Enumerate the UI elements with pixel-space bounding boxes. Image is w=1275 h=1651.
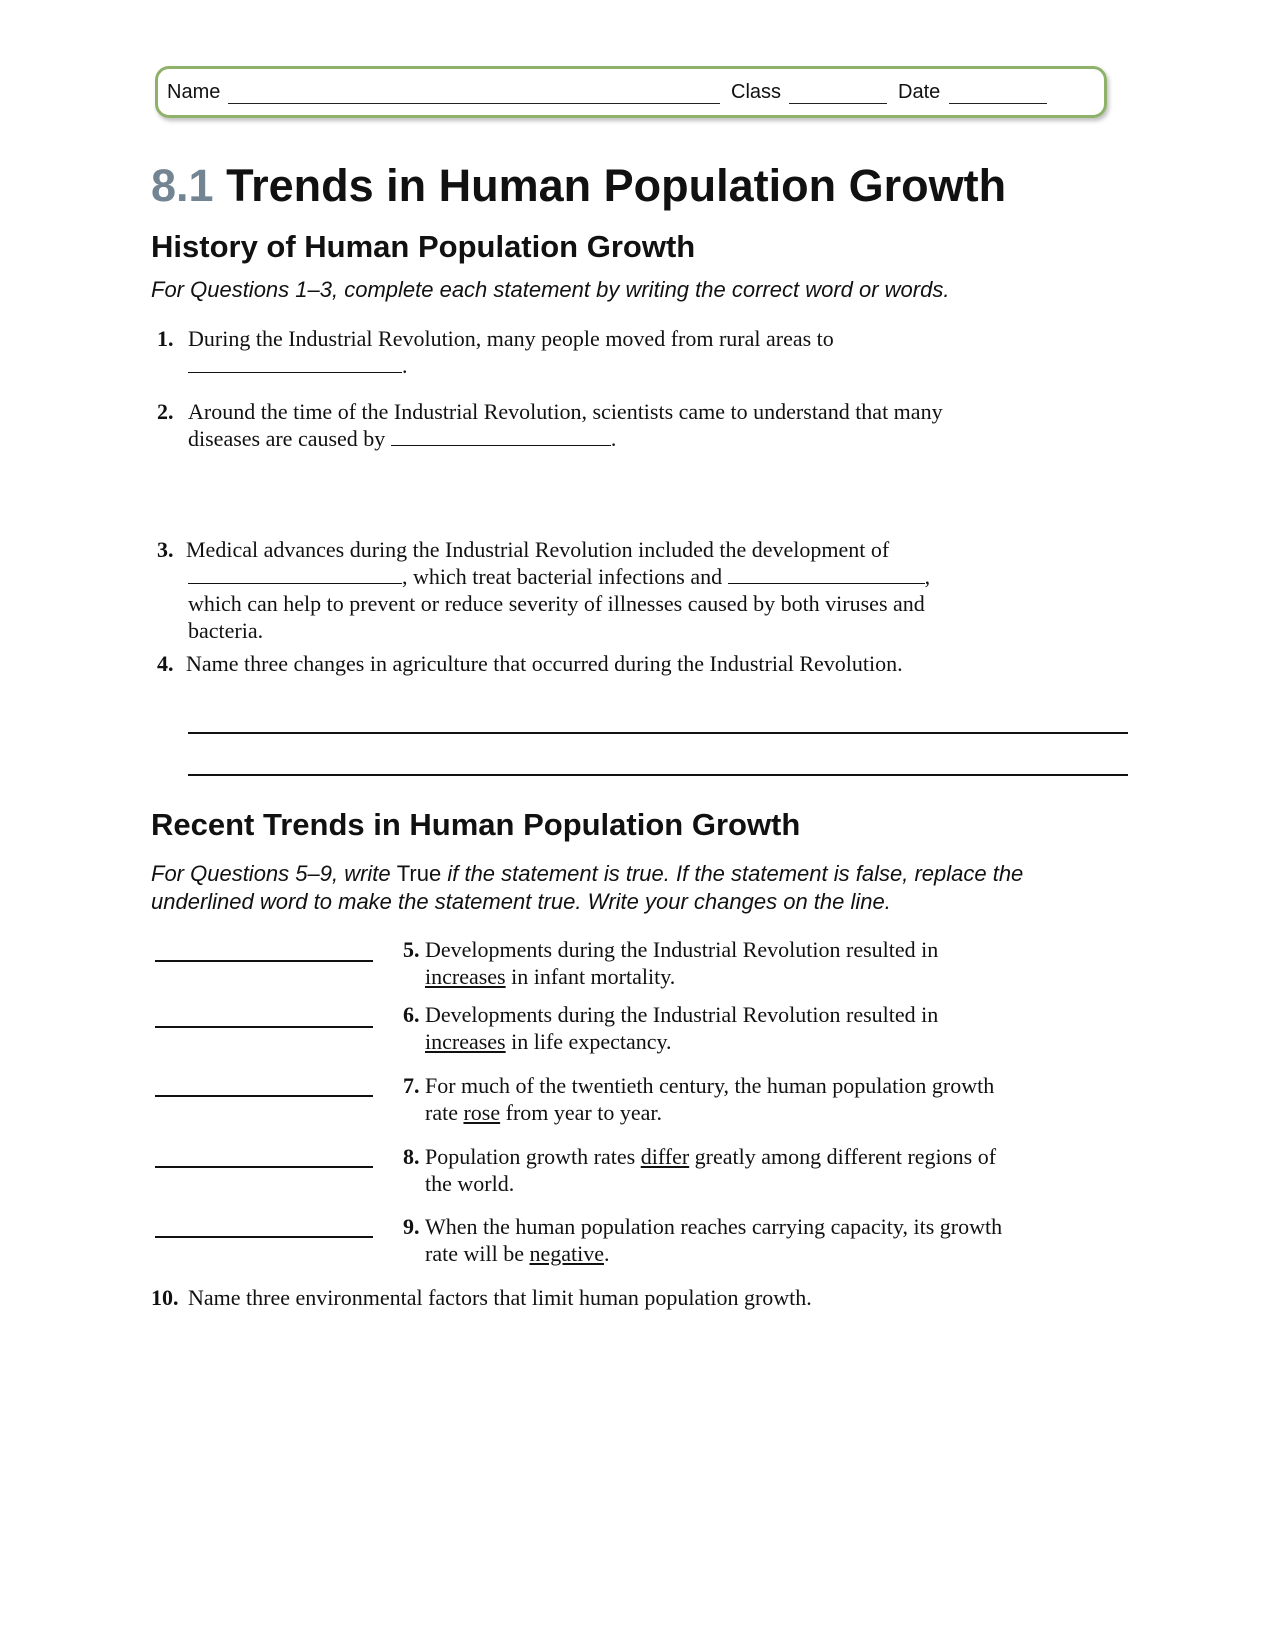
underlined-word: negative — [529, 1241, 604, 1266]
question-text: from year to year. — [505, 1100, 662, 1125]
question-7 — [403, 1072, 994, 1126]
answer-line-q8[interactable] — [155, 1166, 373, 1168]
instructions-q5-9 — [151, 860, 1023, 916]
question-text: , which treat bacterial infections and — [402, 564, 723, 589]
answer-line[interactable] — [188, 732, 1128, 734]
answer-line[interactable] — [188, 774, 1128, 776]
instructions-true-word: True — [396, 861, 442, 886]
header-box — [155, 66, 1107, 118]
question-number: 1. — [157, 326, 174, 351]
question-3 — [157, 536, 930, 644]
answer-blank[interactable] — [391, 427, 611, 446]
question-text: . — [610, 426, 617, 451]
question-5 — [403, 936, 938, 990]
lesson-number: 8.1 — [151, 160, 214, 211]
name-field-line[interactable] — [228, 103, 720, 104]
underlined-word: increases — [425, 1029, 506, 1054]
question-number: 7. — [403, 1073, 420, 1098]
question-text: which can help to prevent or reduce severity of illnesses caused by both viruses and — [188, 591, 925, 616]
question-text: in infant mortality. — [511, 964, 676, 989]
question-number: 4. — [157, 651, 174, 676]
question-number: 3. — [157, 537, 174, 562]
instructions-q1-3: For Questions 1–3, complete each statement by writing the correct word or words. — [151, 277, 950, 302]
date-field-line[interactable] — [949, 103, 1047, 104]
question-text: . — [604, 1241, 610, 1266]
section-heading-history: History of Human Population Growth — [151, 229, 696, 264]
question-text: During the Industrial Revolution, many people moved from rural areas to — [188, 326, 834, 351]
question-text: Around the time of the Industrial Revolution, scientists came to understand that many — [188, 399, 943, 424]
answer-blank[interactable] — [728, 565, 925, 584]
instructions-text: if the statement is true. If the statement is false, replace the — [447, 861, 1024, 886]
class-label: Class — [731, 81, 782, 103]
question-text: rate — [425, 1100, 458, 1125]
question-number: 6. — [403, 1002, 420, 1027]
underlined-word: differ — [640, 1144, 690, 1169]
question-2 — [157, 398, 943, 452]
question-4 — [157, 650, 903, 677]
question-8 — [403, 1143, 996, 1197]
question-number: 10. — [151, 1285, 179, 1310]
answer-line-q9[interactable] — [155, 1236, 373, 1238]
answer-line-q7[interactable] — [155, 1095, 373, 1097]
question-text: greatly among different regions of — [694, 1144, 997, 1169]
underlined-word: rose — [463, 1100, 501, 1125]
answer-blank[interactable] — [188, 354, 402, 373]
instructions-text: For Questions 5–9, write — [151, 861, 391, 886]
lesson-title: Trends in Human Population Growth — [226, 160, 1007, 211]
question-text: Population growth rates — [425, 1144, 636, 1169]
question-text: rate will be — [425, 1241, 524, 1266]
date-label: Date — [898, 81, 941, 103]
section-heading-recent-trends: Recent Trends in Human Population Growth — [151, 807, 801, 842]
question-text: Name three changes in agriculture that occurred during the Industrial Revolution. — [186, 651, 903, 676]
answer-line-q6[interactable] — [155, 1026, 373, 1028]
question-text: For much of the twentieth century, the human population growth — [425, 1073, 995, 1098]
question-10 — [151, 1284, 812, 1311]
question-text: Developments during the Industrial Revolution resulted in — [425, 937, 939, 962]
question-text: diseases are caused by — [188, 426, 386, 451]
question-text: Name three environmental factors that limit human population growth. — [188, 1285, 812, 1310]
question-text: bacteria. — [188, 618, 264, 643]
question-number: 9. — [403, 1214, 420, 1239]
answer-blank[interactable] — [188, 565, 402, 584]
question-text: in life expectancy. — [511, 1029, 672, 1054]
question-9 — [403, 1213, 1002, 1267]
question-number: 2. — [157, 399, 174, 424]
question-text: the world. — [425, 1171, 515, 1196]
question-text: , — [924, 564, 931, 589]
question-number: 8. — [403, 1144, 420, 1169]
name-label: Name — [167, 81, 221, 103]
question-text: Developments during the Industrial Revolution resulted in — [425, 1002, 939, 1027]
question-number: 5. — [403, 937, 420, 962]
class-field-line[interactable] — [789, 103, 887, 104]
question-6 — [403, 1001, 938, 1055]
instructions-text: underlined word to make the statement true. Write your changes on the line. — [151, 889, 891, 914]
answer-line-q5[interactable] — [155, 960, 373, 962]
question-text: When the human population reaches carrying capacity, its growth — [425, 1214, 1003, 1239]
underlined-word: increases — [425, 964, 506, 989]
question-text: . — [402, 353, 408, 378]
question-1 — [157, 325, 834, 379]
page-title — [151, 160, 1006, 212]
question-text: Medical advances during the Industrial Revolution included the development of — [186, 537, 890, 562]
